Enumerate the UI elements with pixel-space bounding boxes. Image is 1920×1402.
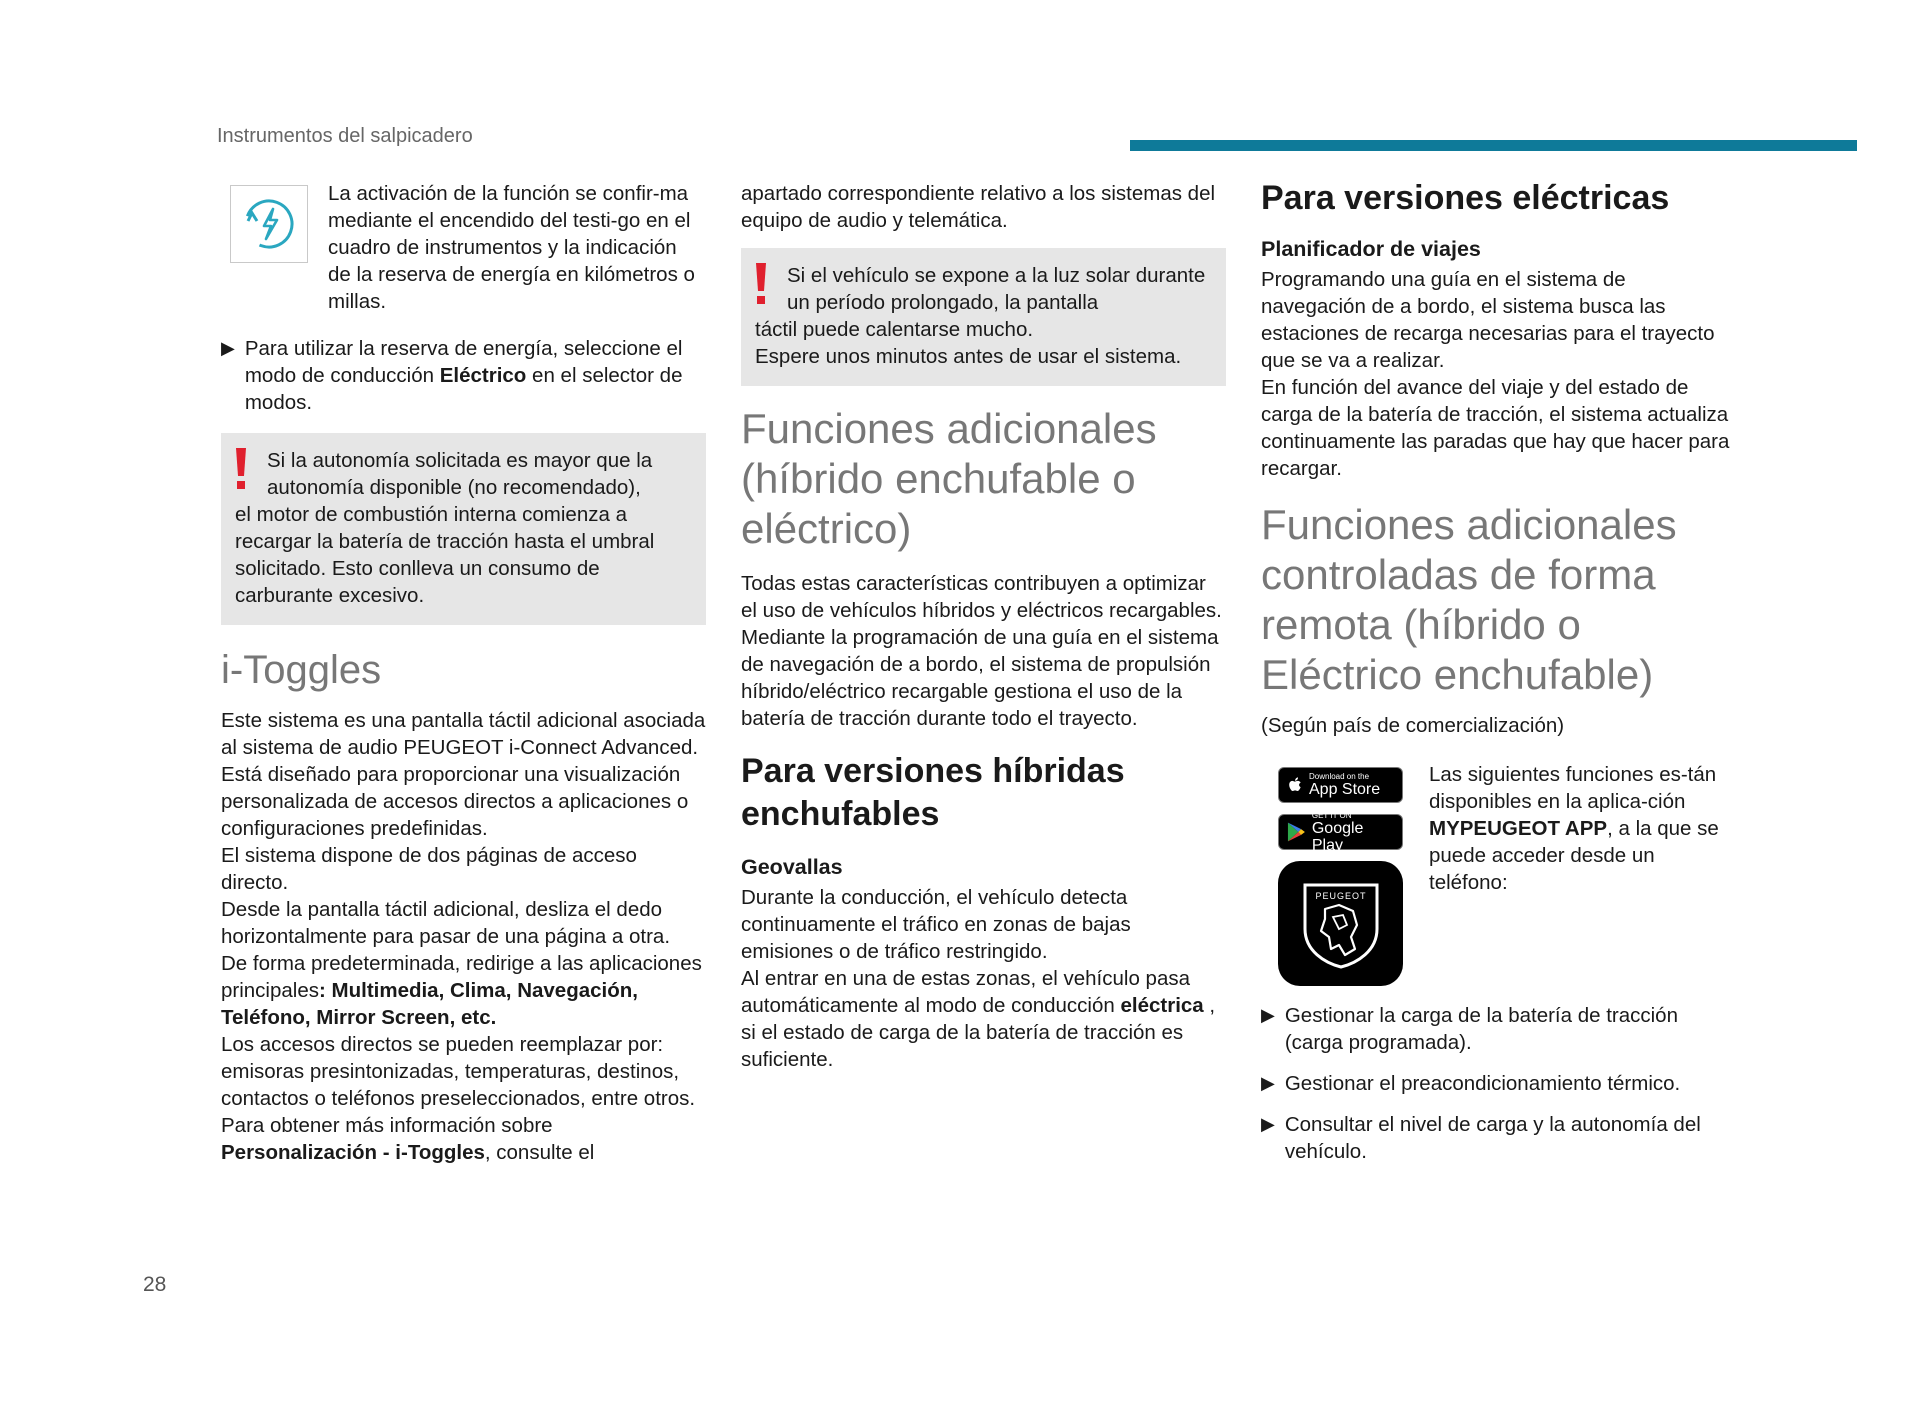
bullet-arrow-icon: ▶ bbox=[1261, 1073, 1275, 1093]
header-accent-bar bbox=[1130, 140, 1857, 151]
country-note: (Según país de comercialización) bbox=[1261, 714, 1565, 737]
additional-functions-body: Todas estas características contribuyen a optimizar el uso de vehículos híbridos y eléctricos recargables. Mediante la programación de una guía en el sistema de navegación de a bordo, el sistema de propulsión híbrido/eléctrico recargable gestiona el uso de la batería de tracción durante todo el trayecto. bbox=[741, 572, 1222, 730]
warning-note: Si la autonomía solicitada es mayor que la autonomía disponible (no recomendado), el motor de combustión interna comienza a recargar la batería de tracción hasta el umbral solicitado. Esto conlleva un consumo de carburante excesivo. bbox=[221, 433, 706, 625]
column-3 bbox=[1261, 180, 1731, 1165]
energy-reserve-intro bbox=[221, 180, 706, 315]
bullet-arrow-icon: ▶ bbox=[1261, 1114, 1275, 1134]
list-item: ▶ Gestionar la carga de la batería de tracción (carga programada). bbox=[1261, 1004, 1678, 1054]
geofences-body: Durante la conducción, el vehículo detecta continuamente el tráfico en zonas de bajas emisiones o de tráfico restringido. Al entrar en una de estas zonas, el vehículo pasa automáticamente al modo de conducción eléctrica , si el estado de carga de la batería de tracción es suficiente. bbox=[741, 886, 1216, 1071]
apple-icon bbox=[1287, 775, 1303, 795]
additional-functions-heading: Funciones adicionales (híbrido enchufable o eléctrico) bbox=[741, 405, 1157, 552]
svg-text:PEUGEOT: PEUGEOT bbox=[1314, 890, 1367, 901]
trip-planner-body: Programando una guía en el sistema de navegación de a bordo, el sistema busca las estaciones de recarga necesarias para el trayecto que se va a realizar. En función del avance del viaje y del estado de carga de la batería de tracción, el sistema actualiza continuamente las paradas que hay que hacer para recargar. bbox=[1261, 268, 1730, 480]
mypeugeot-app-text: Las siguientes funciones es-tán disponibles en la aplica-ción MYPEUGEOT APP, a la que se puede acceder desde un teléfono: bbox=[1429, 763, 1719, 894]
list-item: ▶ Para utilizar la reserva de energía, seleccione el modo de conducción Eléctrico en el selector de modos. bbox=[221, 337, 683, 414]
exclamation-icon bbox=[754, 261, 768, 305]
mypeugeot-app-section bbox=[1261, 761, 1731, 986]
intro-text: La activación de la función se confir-ma mediante el encendido del testi-go en el cuadro de instrumentos y la indicación de la reserva de energía en kilómetros o millas. bbox=[328, 182, 695, 313]
trip-planner-heading: Planificador de viajes bbox=[1261, 237, 1481, 261]
bullet-arrow-icon: ▶ bbox=[221, 338, 235, 358]
energy-reserve-warning-icon bbox=[230, 185, 308, 263]
bullet-arrow-icon: ▶ bbox=[1261, 1005, 1275, 1025]
column-1 bbox=[221, 180, 706, 1166]
peugeot-lion-logo bbox=[1299, 879, 1383, 969]
remote-functions-heading: Funciones adicionales controladas de forma remota (híbrido o Eléctrico enchufable) bbox=[1261, 501, 1677, 698]
app-store-badge[interactable]: Download on the App Store bbox=[1278, 767, 1403, 803]
google-play-icon bbox=[1287, 821, 1306, 843]
remote-functions-list bbox=[1261, 1002, 1731, 1165]
exclamation-icon bbox=[234, 446, 248, 490]
column-2: apartado correspondiente relativo a los sistemas del equipo de audio y telemática. Si el vehículo se expone a la luz solar durante un período prolongado, la pantalla táctil puede calentarse mucho. Espere unos minutos antes de usar el sistema. Funciones adicionales (híbrido enchufable o eléctrico) Todas estas características contribuyen a optimizar el uso de vehículos híbridos y eléctricos recargables. Mediante la programación de una guía en el sistema de navegación de a bordo, el sistema de propulsión híbrido/eléctrico recargable gestiona el uso de la batería de tracción durante todo el trayecto. Para versiones híbridas enchufables Geovallas Durante la conducción, el vehículo detecta continuamente el tráfico en zonas de bajas emisiones o de tráfico restringido. Al entrar en una de estas zonas, el vehículo pasa automáticamente al modo de conducción eléctrica , si el estado de carga de la batería de tracción es suficiente. bbox=[741, 180, 1226, 1073]
itoggles-body: Este sistema es una pantalla táctil adicional asociada al sistema de audio PEUGEOT i-Connect Advanced. Está diseñado para proporcionar una visualización personalizada de accesos directos a aplicaciones o configuraciones predefinidas. El sistema dispone de dos páginas de acceso directo. Desde la pantalla táctil adicional, desliza el dedo horizontalmente para pasar de una página a otra. De forma predeterminada, redirige a las aplicaciones principales: Multimedia, Clima, Navegación, Teléfono, Mirror Screen, etc. Los accesos directos se pueden reemplazar por: emisoras presintonizadas, temperaturas, destinos, contactos o teléfonos preseleccionados, entre otros. Para obtener más información sobre Personalización - i-Toggles, consulte el bbox=[221, 709, 706, 1164]
list-item: ▶ Gestionar el preacondicionamiento térmico. bbox=[1261, 1072, 1681, 1095]
mypeugeot-app-icon[interactable] bbox=[1278, 861, 1403, 986]
geofences-heading: Geovallas bbox=[741, 855, 843, 879]
electric-versions-heading: Para versiones eléctricas bbox=[1261, 179, 1670, 217]
google-play-badge[interactable]: GET IT ON Google Play bbox=[1278, 814, 1403, 850]
store-badges bbox=[1278, 767, 1403, 986]
page-number: 28 bbox=[143, 1273, 167, 1296]
itoggles-heading: i-Toggles bbox=[221, 648, 382, 692]
section-title: Instrumentos del salpicadero bbox=[217, 125, 473, 147]
list-item: ▶ Consultar el nivel de carga y la autonomía del vehículo. bbox=[1261, 1113, 1701, 1163]
hybrid-versions-heading: Para versiones híbridas enchufables bbox=[741, 752, 1125, 833]
warning-note: Si el vehículo se expone a la luz solar durante un período prolongado, la pantalla táctil puede calentarse mucho. Espere unos minutos antes de usar el sistema. bbox=[741, 248, 1226, 386]
